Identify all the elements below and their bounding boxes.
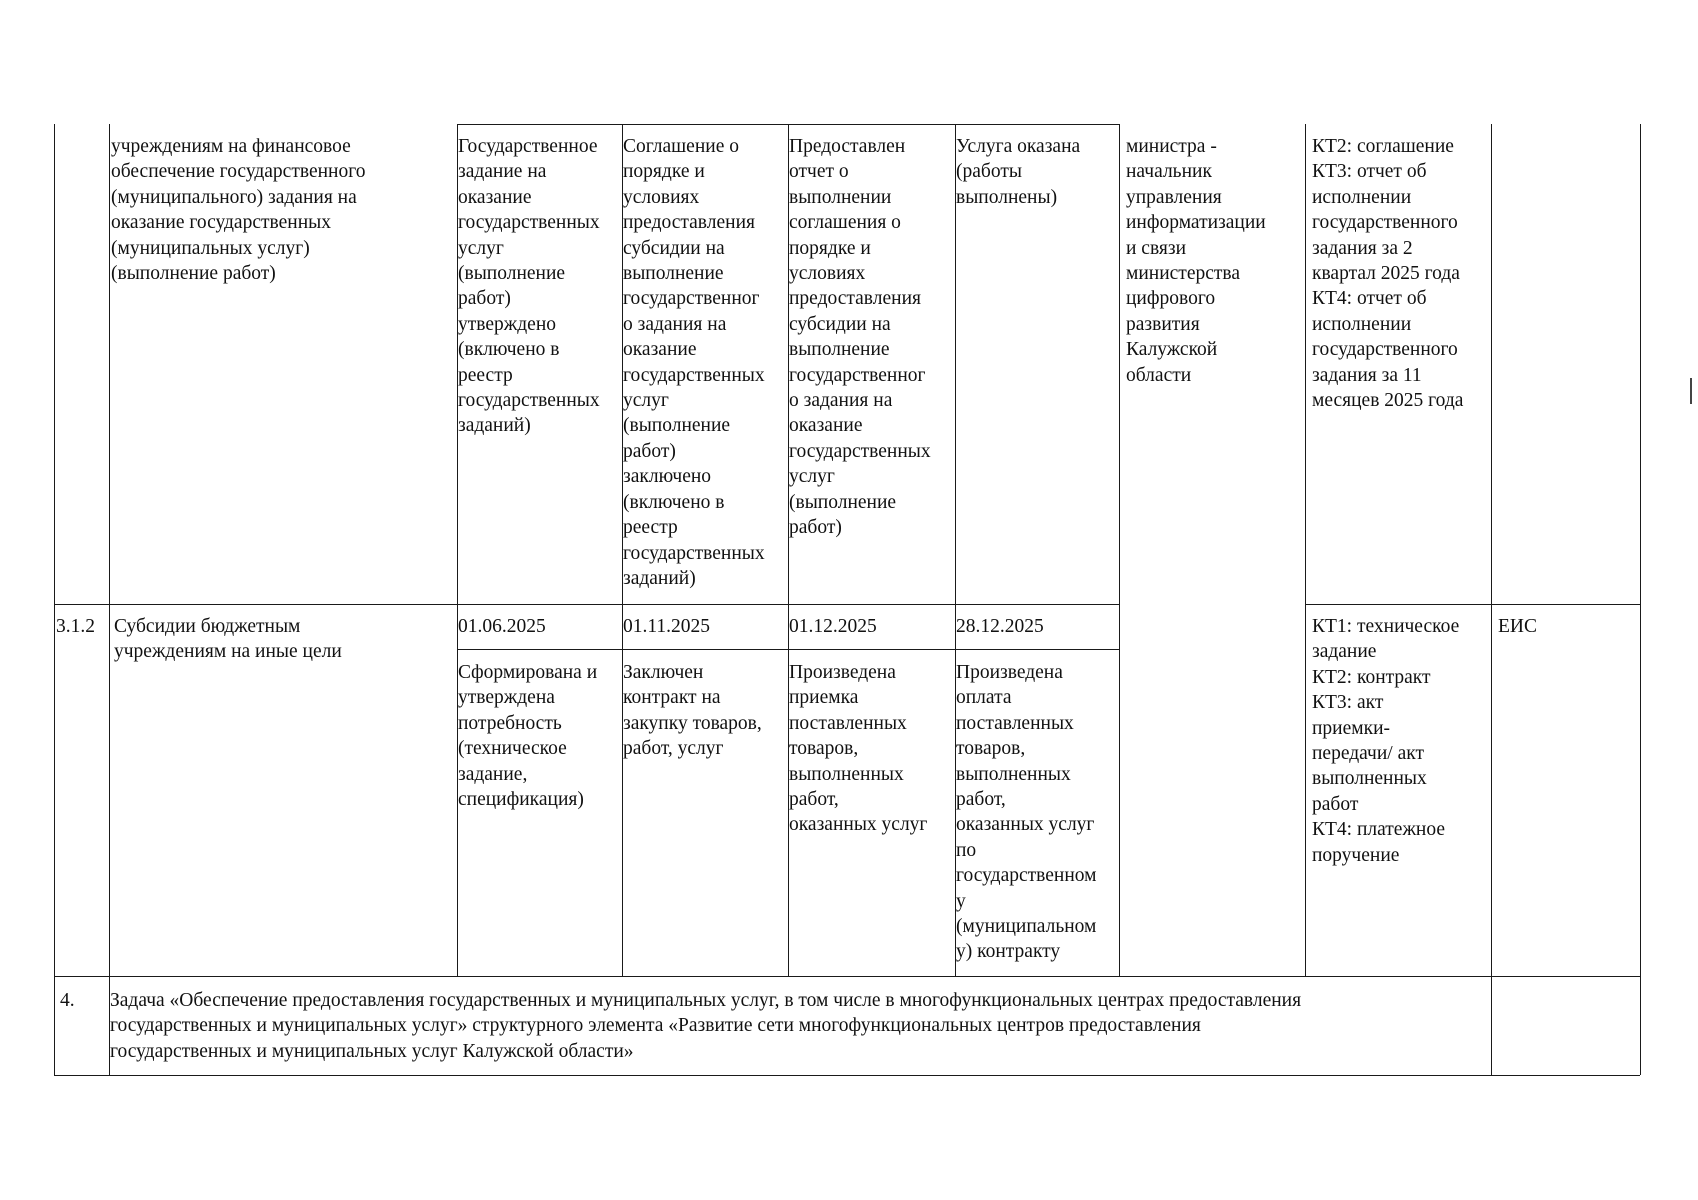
- row-4-task: Задача «Обеспечение предоставления государственных и муниципальных услуг, в том числе в многофункциональных центрах предоставления государственных и муниципальных услуг» структурного элемента «Развитие сети многофункциональных центров предоставления государственных и муниципальных услуг Калужской области»: [110, 990, 1302, 1062]
- row-312-number: 3.1.2: [56, 616, 95, 637]
- row-cont-docs: КТ2: соглашение КТ3: отчет об исполнении государственного задания за 2 квартал 2025 года КТ4: отчет об исполнении государственного задания за 11 месяцев 2025 года: [1312, 136, 1464, 412]
- col-line-name: [109, 124, 110, 1075]
- col-line-system: [1491, 124, 1492, 1075]
- row-cont-kt2: Соглашение о порядке и условиях предоставления субсидии на выполнение государственног о задания на оказание государственных услуг (выполнение работ) заключено (включено в реестр государственных заданий): [623, 136, 765, 589]
- row-312-name: Субсидии бюджетным учреждениям на иные цели: [114, 616, 342, 663]
- row-312-date-kt3: 01.12.2025: [789, 616, 877, 637]
- row-312-docs: КТ1: техническое задание КТ2: контракт КТ3: акт приемки- передачи/ акт выполненных работ КТ4: платежное поручение: [1312, 616, 1460, 866]
- row-cont-name: учреждениям на финансовое обеспечение государственного (муниципального) задания на оказание государственных (муниципальных услуг) (выполнение работ): [111, 136, 366, 285]
- row-cont-kt4: Услуга оказана (работы выполнены): [956, 136, 1081, 208]
- margin-mark: [1690, 378, 1692, 404]
- col-line-left-lower: [54, 605, 55, 1075]
- row-cont-responsible: министра - начальник управления информатизации и связи министерства цифрового развития Калужской области: [1126, 136, 1266, 386]
- row-312-kt4: Произведена оплата поставленных товаров, выполненных работ, оказанных услуг по государственном у (муниципальном у) контракту: [956, 662, 1097, 963]
- row-line-4-bottom: [54, 1075, 1640, 1076]
- row-312-date-kt4: 28.12.2025: [956, 616, 1044, 637]
- row-4-number: 4.: [60, 990, 75, 1011]
- row-312-kt3: Произведена приемка поставленных товаров, выполненных работ, оказанных услуг: [789, 662, 928, 836]
- row-line-312-top-right: [1305, 604, 1640, 605]
- row-312-date-kt2: 01.11.2025: [623, 616, 711, 637]
- row-line-kt-top: [457, 124, 1119, 125]
- row-cont-kt3: Предоставлен отчет о выполнении соглашения о порядке и условиях предоставления субсидии на выполнение государственног о задания на оказание государственных услуг (выполнение работ): [789, 136, 931, 539]
- row-line-312-top-left: [54, 604, 1119, 605]
- col-line-responsible: [1119, 124, 1120, 976]
- row-312-date-kt1: 01.06.2025: [458, 616, 546, 637]
- col-line-left-upper: [54, 124, 55, 605]
- row-cont-kt1: Государственное задание на оказание государственных услуг (выполнение работ) утверждено (включено в реестр государственных заданий): [458, 136, 600, 437]
- col-line-docs: [1305, 124, 1306, 976]
- col-line-right: [1640, 124, 1641, 1075]
- row-312-kt2: Заключен контракт на закупку товаров, работ, услуг: [623, 662, 762, 760]
- row-312-system: ЕИС: [1498, 616, 1537, 637]
- row-line-dates-bottom: [457, 649, 1119, 650]
- row-312-kt1: Сформирована и утверждена потребность (техническое задание, спецификация): [458, 662, 598, 811]
- row-line-4-top: [54, 976, 1640, 977]
